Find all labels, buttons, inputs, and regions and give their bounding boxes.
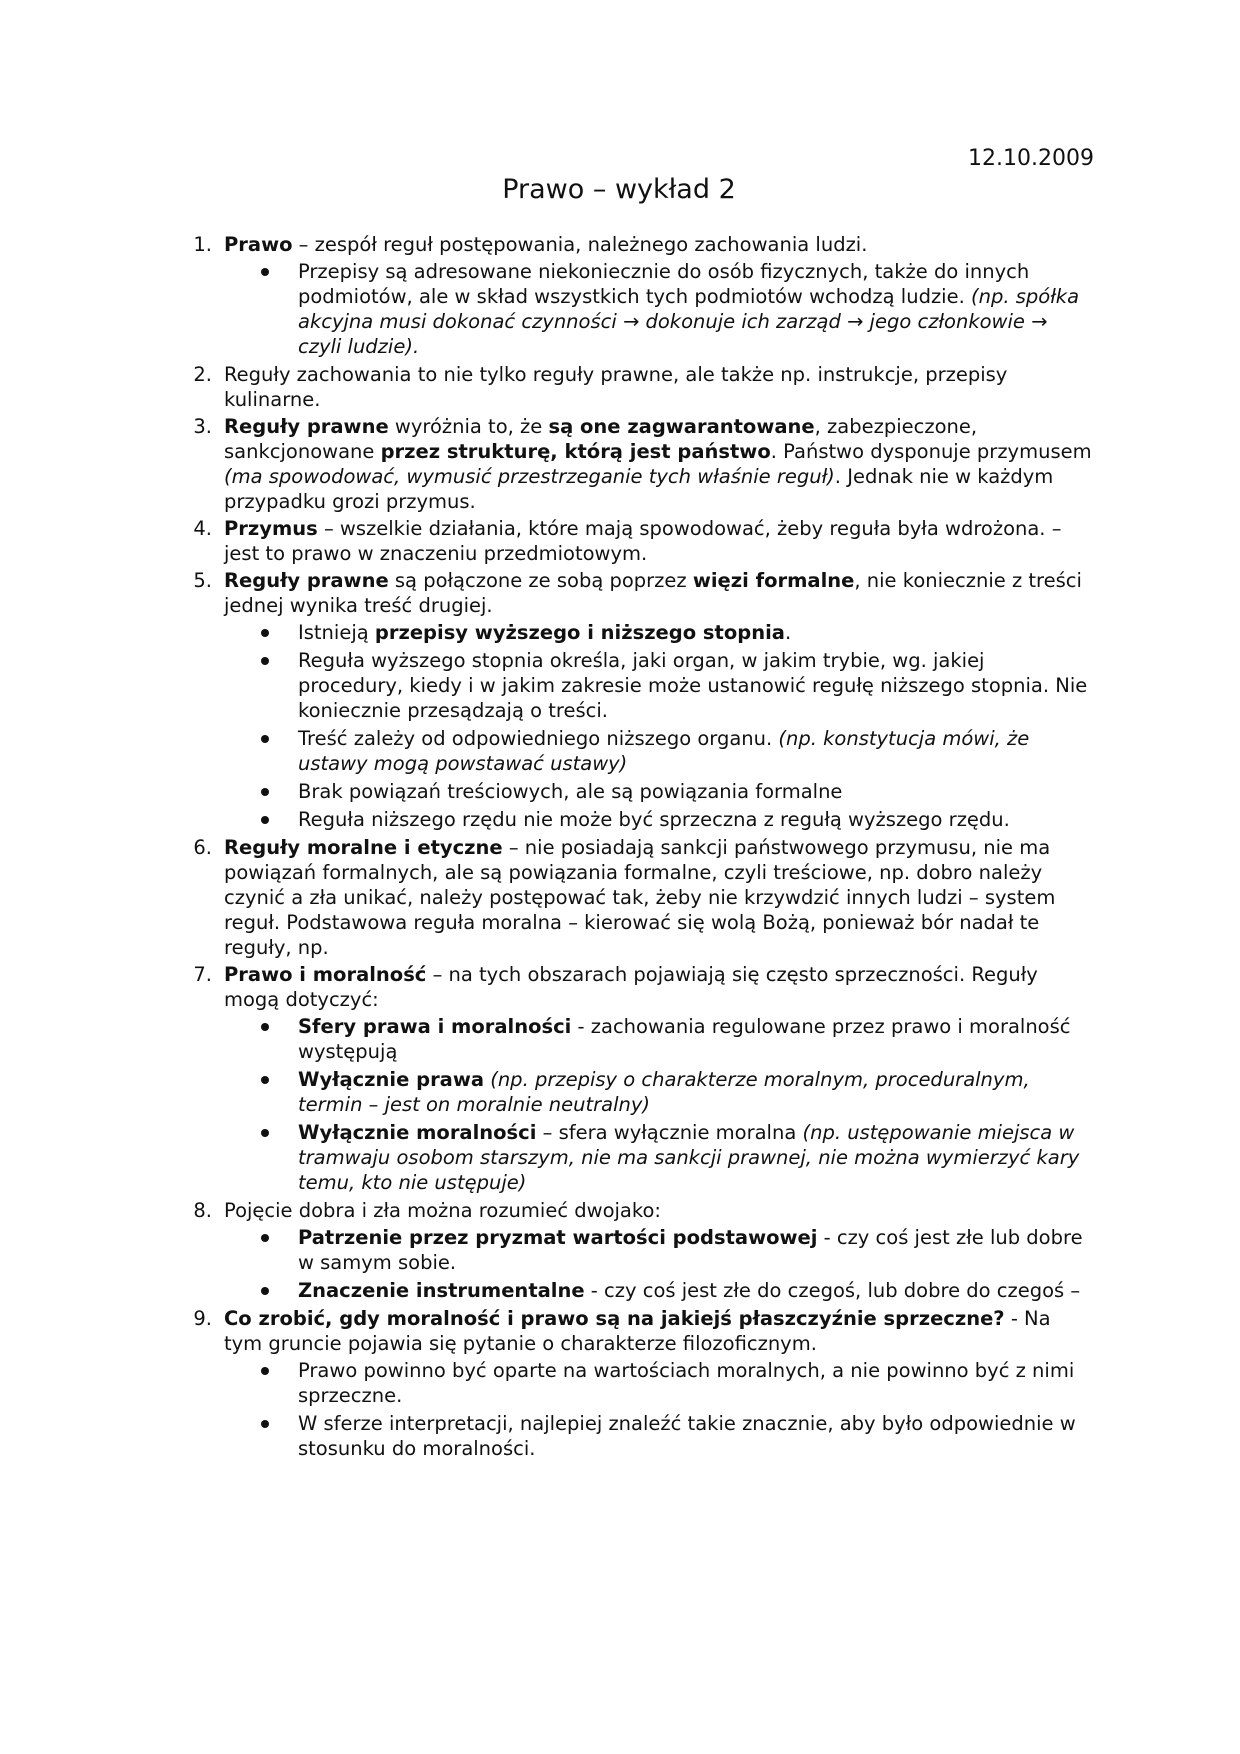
- bullet-icon: [261, 657, 269, 665]
- bullet-item: Reguła wyższego stopnia określa, jaki organ, w jakim trybie, wg. jakiej procedury, kiedy i w jakim zakresie może ustanowić regułę niższego stopnia. Nie koniecznie przesądzają o treści.: [298, 648, 1094, 723]
- bullet-item: Brak powiązań treściowych, ale są powiązania formalne: [298, 779, 1094, 804]
- sub-list: [224, 620, 1094, 832]
- bullet-item: Patrzenie przez pryzmat wartości podstawowej - czy coś jest złe lub dobre w samym sobie.: [298, 1225, 1094, 1275]
- bullet-item: Istnieją przepisy wyższego i niższego stopnia.: [298, 620, 1094, 645]
- list-number: 8.: [193, 1199, 212, 1222]
- bullet-item: Przepisy są adresowane niekoniecznie do osób fizycznych, także do innych podmiotów, ale w skład wszystkich tych podmiotów wchodzą ludzie. (np. spółka akcyjna musi dokonać czynności → dokonuje ich zarząd → jego członkowie → czyli ludzie).: [298, 259, 1094, 359]
- bullet-item: Sfery prawa i moralności - zachowania regulowane przez prawo i moralność występują: [298, 1014, 1094, 1064]
- bullet-icon: [261, 1234, 269, 1242]
- list-number: 4.: [193, 517, 212, 540]
- bullet-item: Wyłącznie moralności – sfera wyłącznie moralna (np. ustępowanie miejsca w tramwaju osobom starszym, nie ma sankcji prawnej, nie można wymierzyć kary temu, kto nie ustępuje): [298, 1120, 1094, 1195]
- list-number: 3.: [193, 415, 212, 438]
- list-number: 2.: [193, 363, 212, 386]
- list-item-4: 4. Przymus – wszelkie działania, które mają spowodować, żeby reguła była wdrożona. – jest to prawo w znaczeniu przedmiotowym.: [224, 516, 1094, 566]
- bullet-icon: [261, 629, 269, 637]
- sub-list: [224, 1358, 1094, 1461]
- list-number: 9.: [193, 1307, 212, 1330]
- bullet-icon: [261, 1023, 269, 1031]
- bullet-item: Prawo powinno być oparte na wartościach moralnych, a nie powinno być z nimi sprzeczne.: [298, 1358, 1094, 1408]
- list-item-7: 7. Prawo i moralność – na tych obszarach pojawiają się często sprzeczności. Reguły mogą dotyczyć: Sfery prawa i moralności - zachowania regulowane przez prawo i moralność występują Wyłącznie prawa (np. przepisy o charakterze moralnym, proceduralnym, termin – jest on moralnie neutralny) Wyłącznie moralności – sfera wyłącznie moralna (np. ustępowanie miejsca w tramwaju osobom starszym, nie ma sankcji prawnej, nie można wymierzyć kary temu, kto nie ustępuje): [224, 962, 1094, 1195]
- bullet-item: Wyłącznie prawa (np. przepisy o charakterze moralnym, proceduralnym, termin – jest on moralnie neutralny): [298, 1067, 1094, 1117]
- sub-list: [224, 1225, 1094, 1303]
- bullet-icon: [261, 1129, 269, 1137]
- list-item-3: 3. Reguły prawne wyróżnia to, że są one zagwarantowane, zabezpieczone, sankcjonowane przez strukturę, którą jest państwo. Państwo dysponuje przymusem (ma spowodować, wymusić przestrzeganie tych właśnie reguł). Jednak nie w każdym przypadku grozi przymus.: [224, 414, 1094, 514]
- sub-list: [224, 259, 1094, 359]
- bullet-icon: [261, 1420, 269, 1428]
- bullet-icon: [261, 268, 269, 276]
- document-date: 12.10.2009: [968, 146, 1094, 171]
- bullet-icon: [261, 1287, 269, 1295]
- list-number: 7.: [193, 963, 212, 986]
- sub-list: [224, 1014, 1094, 1195]
- bullet-icon: [261, 735, 269, 743]
- list-number: 6.: [193, 836, 212, 859]
- list-item-9: 9. Co zrobić, gdy moralność i prawo są na jakiejś płaszczyźnie sprzeczne? - Na tym gruncie pojawia się pytanie o charakterze filozoficznym. Prawo powinno być oparte na wartościach moralnych, a nie powinno być z nimi sprzeczne. W sferze interpretacji, najlepiej znaleźć takie znacznie, aby było odpowiednie w stosunku do moralności.: [224, 1306, 1094, 1461]
- bullet-icon: [261, 1367, 269, 1375]
- lecture-notes-list: [193, 232, 1094, 1464]
- bullet-item: W sferze interpretacji, najlepiej znaleźć takie znacznie, aby było odpowiednie w stosunku do moralności.: [298, 1411, 1094, 1461]
- bullet-item: Treść zależy od odpowiedniego niższego organu. (np. konstytucja mówi, że ustawy mogą powstawać ustawy): [298, 726, 1094, 776]
- list-item-1: 1. Prawo – zespół reguł postępowania, należnego zachowania ludzi. Przepisy są adresowane niekoniecznie do osób fizycznych, także do innych podmiotów, ale w skład wszystkich tych podmiotów wchodzą ludzie. (np. spółka akcyjna musi dokonać czynności → dokonuje ich zarząd → jego członkowie → czyli ludzie).: [224, 232, 1094, 359]
- document-title: Prawo – wykład 2: [502, 174, 736, 205]
- bullet-icon: [261, 788, 269, 796]
- bullet-icon: [261, 1076, 269, 1084]
- list-item-8: 8. Pojęcie dobra i zła można rozumieć dwojako: Patrzenie przez pryzmat wartości podstawowej - czy coś jest złe lub dobre w samym sobie. Znaczenie instrumentalne - czy coś jest złe do czegoś, lub dobre do czegoś –: [224, 1198, 1094, 1303]
- list-item-2: 2. Reguły zachowania to nie tylko reguły prawne, ale także np. instrukcje, przepisy kulinarne.: [224, 362, 1094, 412]
- bullet-item: Reguła niższego rzędu nie może być sprzeczna z regułą wyższego rzędu.: [298, 807, 1094, 832]
- list-item-5: 5. Reguły prawne są połączone ze sobą poprzez więzi formalne, nie koniecznie z treści jednej wynika treść drugiej. Istnieją przepisy wyższego i niższego stopnia. Reguła wyższego stopnia określa, jaki organ, w jakim trybie, wg. jakiej procedury, kiedy i w jakim zakresie może ustanowić regułę niższego stopnia. Nie koniecznie przesądzają o treści. Treść zależy od odpowiedniego niższego organu. (np. konstytucja mówi, że ustawy mogą powstawać ustawy) Brak powiązań treściowych, ale są powiązania formalne Reguła niższego rzędu nie może być sprzeczna z regułą wyższego rzędu.: [224, 568, 1094, 832]
- bullet-item: Znaczenie instrumentalne - czy coś jest złe do czegoś, lub dobre do czegoś –: [298, 1278, 1094, 1303]
- bullet-icon: [261, 816, 269, 824]
- list-item-6: 6. Reguły moralne i etyczne – nie posiadają sankcji państwowego przymusu, nie ma powiązań formalnych, ale są powiązania formalne, czyli treściowe, np. dobro należy czynić a zła unikać, należy postępować tak, żeby nie krzywdzić innych ludzi – system reguł. Podstawowa reguła moralna – kierować się wolą Bożą, ponieważ bór nadał te reguły, np.: [224, 835, 1094, 960]
- list-number: 1.: [193, 233, 212, 256]
- list-number: 5.: [193, 569, 212, 592]
